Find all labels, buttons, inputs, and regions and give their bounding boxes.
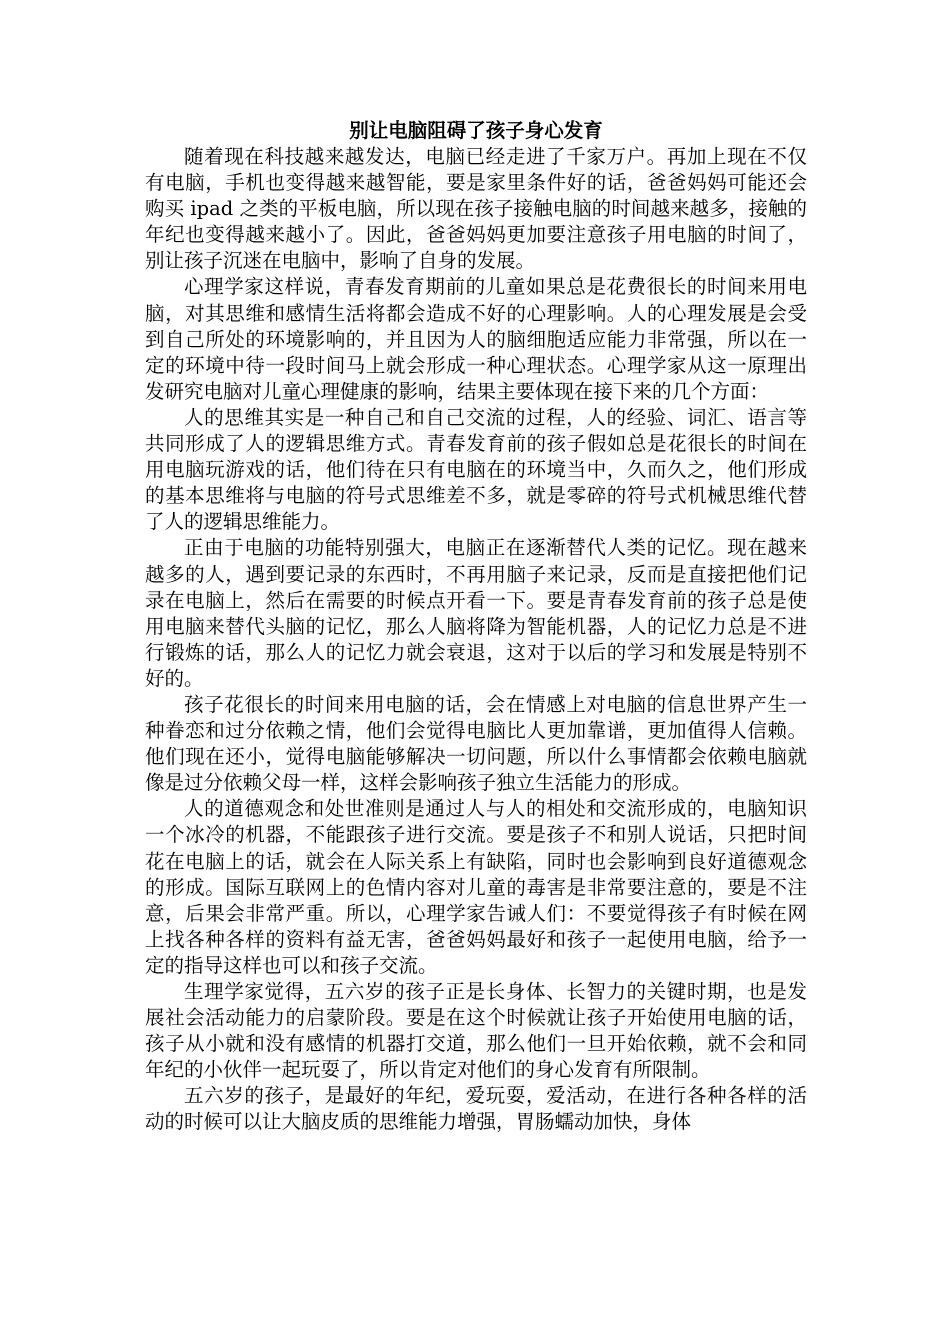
paragraph-4: 正由于电脑的功能特别强大，电脑正在逐渐替代人类的记忆。现在越来越多的人，遇到要记录的东西时，不再用脑子来记录，反而是直接把他们记录在电脑上，然后在需要的时候点开看一下。要是青春发育前的孩子总是使用电脑来替代头脑的记忆，那么人脑将降为智能机器，人的记忆力总是不进行锻炼的话，那么人的记忆力就会衰退，这对于以后的学习和发展是特别不好的。 [145,536,807,690]
paragraph-7: 生理学家觉得，五六岁的孩子正是长身体、长智力的关键时期，也是发展社会活动能力的启蒙阶段。要是在这个时候就让孩子开始使用电脑的话，孩子从小就和没有感情的机器打交道，那么他们一旦开始依赖，就不会和同年纪的小伙伴一起玩耍了，所以肯定对他们的身心发育有所限制。 [145,980,807,1082]
paragraph-3: 人的思维其实是一种自己和自己交流的过程，人的经验、词汇、语言等共同形成了人的逻辑思维方式。青春发育前的孩子假如总是花很长的时间在用电脑玩游戏的话，他们待在只有电脑在的环境当中，久而久之，他们形成的基本思维将与电脑的符号式思维差不多，就是零碎的符号式机械思维代替了人的逻辑思维能力。 [145,405,807,534]
paragraph-8: 五六岁的孩子，是最好的年纪，爱玩耍，爱活动，在进行各种各样的活动的时候可以让大脑皮质的思维能力增强，胃肠蠕动加快，身体 [145,1084,807,1134]
paragraph-6: 人的道德观念和处世准则是通过人与人的相处和交流形成的，电脑知识一个冰冷的机器，不能跟孩子进行交流。要是孩子不和别人说话，只把时间花在电脑上的话，就会在人际关系上有缺陷，同时也会影响到良好道德观念的形成。国际互联网上的色情内容对儿童的毒害是非常要注意的，要是不注意，后果会非常严重。所以，心理学家告诫人们：不要觉得孩子有时候在网上找各种各样的资料有益无害，爸爸妈妈最好和孩子一起使用电脑，给予一定的指导这样也可以和孩子交流。 [145,797,807,977]
paragraph-5: 孩子花很长的时间来用电脑的话，会在情感上对电脑的信息世界产生一种眷恋和过分依赖之情，他们会觉得电脑比人更加靠谱，更加值得人信赖。他们现在还小，觉得电脑能够解决一切问题，所以什么事情都会依赖电脑就像是过分依赖父母一样，这样会影响孩子独立生活能力的形成。 [145,692,807,795]
paragraph-1: 随着现在科技越来越发达，电脑已经走进了千家万户。再加上现在不仅有电脑，手机也变得越来越智能，要是家里条件好的话，爸爸妈妈可能还会购买 ipad 之类的平板电脑，所以现在孩子接触电脑的时间越来越多，接触的年纪也变得越来越小了。因此，爸爸妈妈更加要注意孩子用电脑的时间了，别让孩子沉迷在电脑中，影响了自身的发展。 [145,145,807,273]
paragraph-2: 心理学家这样说，青春发育期前的儿童如果总是花费很长的时间来用电脑，对其思维和感情生活将都会造成不好的心理影响。人的心理发展是会受到自己所处的环境影响的，并且因为人的脑细胞适应能力非常强，所以在一定的环境中待一段时间马上就会形成一种心理状态。心理学家从这一原理出发研究电脑对儿童心理健康的影响，结果主要体现在接下来的几个方面： [145,275,807,403]
document-page [145,118,807,1136]
document-title: 别让电脑阻碍了孩子身心发育 [349,119,603,142]
